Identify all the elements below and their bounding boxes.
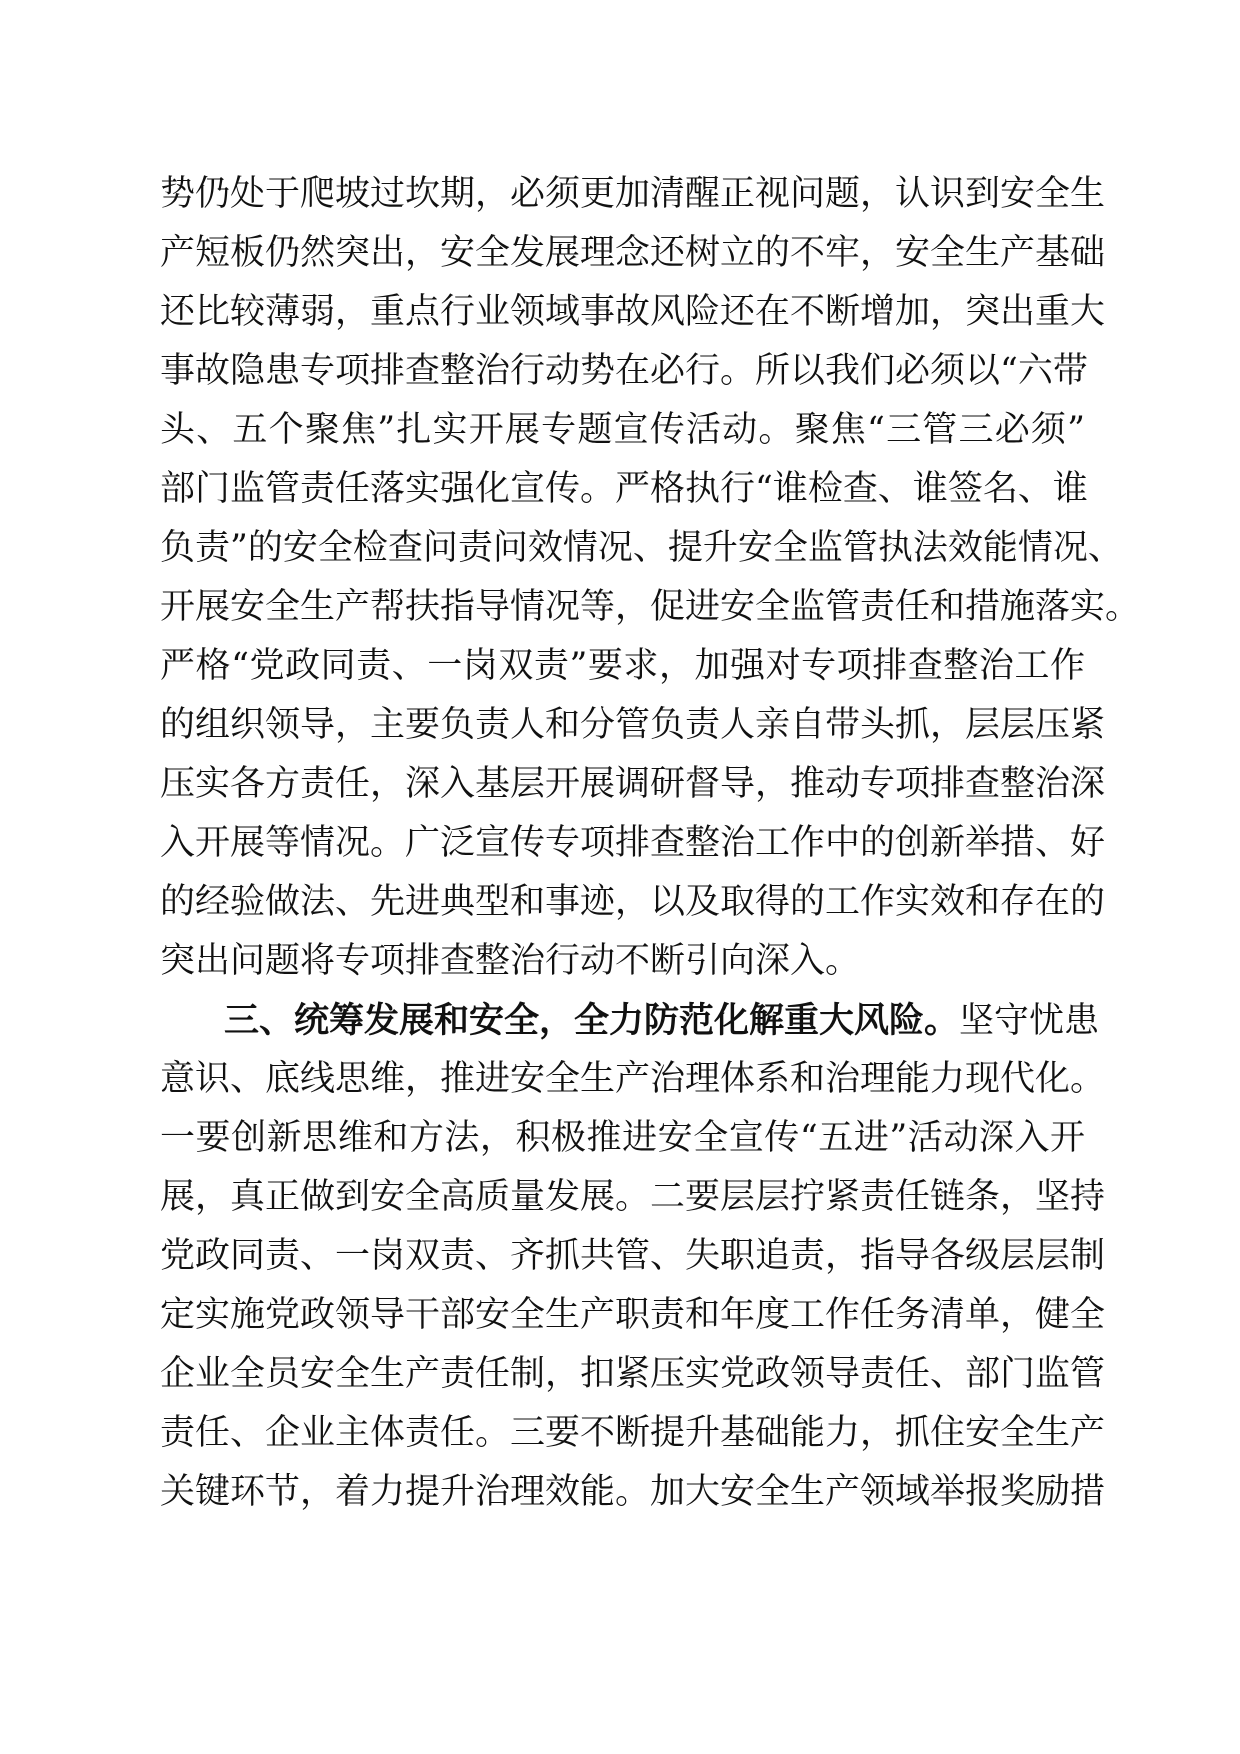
text-line: 严格“党政同责、一岗双责”要求，加强对专项排查整治工作 xyxy=(160,646,1085,686)
text-line: 定实施党政领导干部安全生产职责和年度工作任务清单，健全 xyxy=(160,1295,1106,1335)
section-heading-line xyxy=(160,991,1100,1050)
text-line: 关键环节，着力提升治理效能。加大安全生产领域举报奖励措 xyxy=(160,1472,1106,1512)
text-line: 企业全员安全生产责任制，扣紧压实党政领导责任、部门监管 xyxy=(160,1354,1106,1394)
paragraph-continuation xyxy=(160,165,1141,991)
text-line: 事故隐患专项排查整治行动势在必行。所以我们必须以“六带 xyxy=(160,351,1088,391)
text-line: 入开展等情况。广泛宣传专项排查整治工作中的创新举措、好 xyxy=(160,823,1106,863)
section-three xyxy=(160,991,1106,1522)
section-heading-rest: 坚守忧患 xyxy=(959,1001,1100,1041)
text-line: 的组织领导，主要负责人和分管负责人亲自带头抓，层层压紧 xyxy=(160,705,1106,745)
text-line: 头、五个聚焦”扎实开展专题宣传活动。聚焦“三管三必须” xyxy=(160,410,1085,450)
text-line: 压实各方责任，深入基层开展调研督导，推动专项排查整治深 xyxy=(160,764,1106,804)
text-line: 开展安全生产帮扶指导情况等，促进安全监管责任和措施落实。 xyxy=(160,587,1141,627)
text-line: 势仍处于爬坡过坎期，必须更加清醒正视问题，认识到安全生 xyxy=(160,174,1106,214)
section-heading: 三、统筹发展和安全，全力防范化解重大风险。 xyxy=(224,1000,960,1041)
text-line: 展，真正做到安全高质量发展。二要层层拧紧责任链条，坚持 xyxy=(160,1177,1106,1217)
text-line: 产短板仍然突出，安全发展理念还树立的不牢，安全生产基础 xyxy=(160,233,1106,273)
text-line: 还比较薄弱，重点行业领域事故风险还在不断增加，突出重大 xyxy=(160,292,1106,332)
text-line: 一要创新思维和方法，积极推进安全宣传“五进”活动深入开 xyxy=(160,1118,1085,1158)
text-line: 意识、底线思维，推进安全生产治理体系和治理能力现代化。 xyxy=(160,1059,1106,1099)
text-line: 责任、企业主体责任。三要不断提升基础能力，抓住安全生产 xyxy=(160,1413,1106,1453)
text-line: 党政同责、一岗双责、齐抓共管、失职追责，指导各级层层制 xyxy=(160,1236,1106,1276)
text-line-last: 突出问题将专项排查整治行动不断引向深入。 xyxy=(160,941,861,981)
text-line: 的经验做法、先进典型和事迹，以及取得的工作实效和存在的 xyxy=(160,882,1106,922)
text-line: 部门监管责任落实强化宣传。严格执行“谁检查、谁签名、谁 xyxy=(160,469,1088,509)
text-line: 负责”的安全检查问责问效情况、提升安全监管执法效能情况、 xyxy=(160,528,1123,568)
